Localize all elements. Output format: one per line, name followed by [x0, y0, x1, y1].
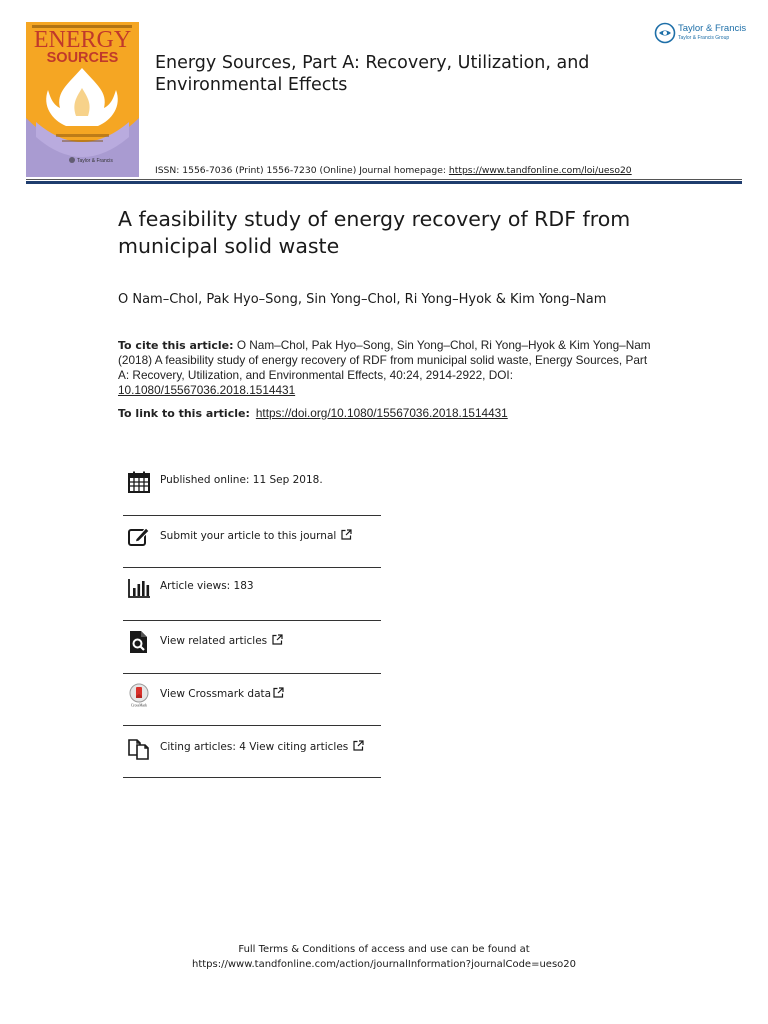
edit-icon [127, 525, 151, 549]
article-doi-link[interactable]: https://doi.org/10.1080/15567036.2018.1514431 [255, 406, 508, 420]
article-views-row [123, 568, 381, 608]
row-divider [123, 515, 381, 516]
document-search-icon [127, 630, 151, 654]
cover-title-sources: SOURCES [46, 50, 119, 66]
publisher-logo[interactable] [652, 20, 752, 48]
row-divider [123, 725, 381, 726]
terms-footer [0, 942, 768, 972]
related-articles-text: View related articles [160, 635, 268, 647]
crossmark-logo-text: CrossMark [131, 703, 147, 707]
submit-article-row[interactable] [123, 517, 381, 557]
citing-articles-link[interactable] [160, 740, 364, 753]
article-link-label: To link to this article: [118, 407, 250, 420]
external-link-icon [341, 529, 352, 540]
bar-chart-icon [127, 576, 151, 600]
citation-block [118, 338, 658, 398]
journal-cover [26, 22, 139, 177]
external-link-icon [273, 687, 284, 698]
terms-line: Full Terms & Conditions of access and use can be found at [238, 944, 530, 955]
cover-publisher-mark: Taylor & Francis [77, 158, 113, 164]
issn-line [155, 165, 632, 176]
issn-text: ISSN: 1556-7036 (Print) 1556-7230 (Online) Journal homepage: [155, 165, 449, 176]
row-divider [123, 620, 381, 621]
article-link-row [118, 406, 508, 420]
crossmark-icon [127, 683, 151, 707]
journal-homepage-link[interactable]: https://www.tandfonline.com/loi/ueso20 [448, 165, 632, 176]
citation-label: To cite this article: [118, 339, 234, 352]
published-row [123, 462, 381, 502]
citation-text: O Nam–Chol, Pak Hyo–Song, Sin Yong–Chol, Ri Yong–Hyok & Kim Yong–Nam (2018) A feasibility study of energy recovery of RDF from municipal solid waste, Energy Sources, Part A: Recovery, Utilization, and Environmental Effects, 40:24, 2914-2922, DOI: [118, 338, 651, 382]
cover-title-energy: ENERGY [33, 27, 132, 53]
external-link-icon [272, 634, 283, 645]
header-divider-thick [26, 181, 742, 184]
citation-doi[interactable]: 10.1080/15567036.2018.1514431 [118, 383, 296, 397]
published-date-text: Published online: 11 Sep 2018. [160, 474, 323, 486]
related-articles-row[interactable] [123, 622, 381, 662]
citing-articles-text: Citing articles: 4 View citing articles [160, 741, 349, 753]
external-link-icon [353, 740, 364, 751]
article-title: A feasibility study of energy recovery of RDF from municipal solid waste [118, 207, 631, 258]
publisher-group: Taylor & Francis Group [678, 35, 730, 41]
article-authors: O Nam–Chol, Pak Hyo–Song, Sin Yong–Chol, Ri Yong–Hyok & Kim Yong–Nam [118, 292, 607, 307]
terms-url[interactable]: https://www.tandfonline.com/action/journalInformation?journalCode=ueso20 [192, 959, 576, 970]
calendar-icon [127, 470, 151, 494]
submit-article-link[interactable] [160, 529, 352, 542]
row-divider [123, 777, 381, 778]
row-divider [123, 673, 381, 674]
crossmark-text: View Crossmark data [160, 688, 272, 700]
citing-articles-row[interactable] [123, 728, 381, 768]
publisher-name: Taylor & Francis [678, 23, 747, 34]
journal-title: Energy Sources, Part A: Recovery, Utilization, and Environmental Effects [155, 53, 590, 95]
publisher-logo-icon [654, 22, 676, 44]
copy-documents-icon [127, 736, 151, 760]
crossmark-row[interactable] [123, 675, 381, 715]
cover-flame-art [26, 62, 139, 177]
header-divider-thin [26, 179, 742, 180]
crossmark-link[interactable] [160, 687, 284, 700]
related-articles-link[interactable] [160, 634, 283, 647]
article-views-text: Article views: 183 [160, 580, 254, 592]
submit-article-text: Submit your article to this journal [160, 530, 337, 542]
